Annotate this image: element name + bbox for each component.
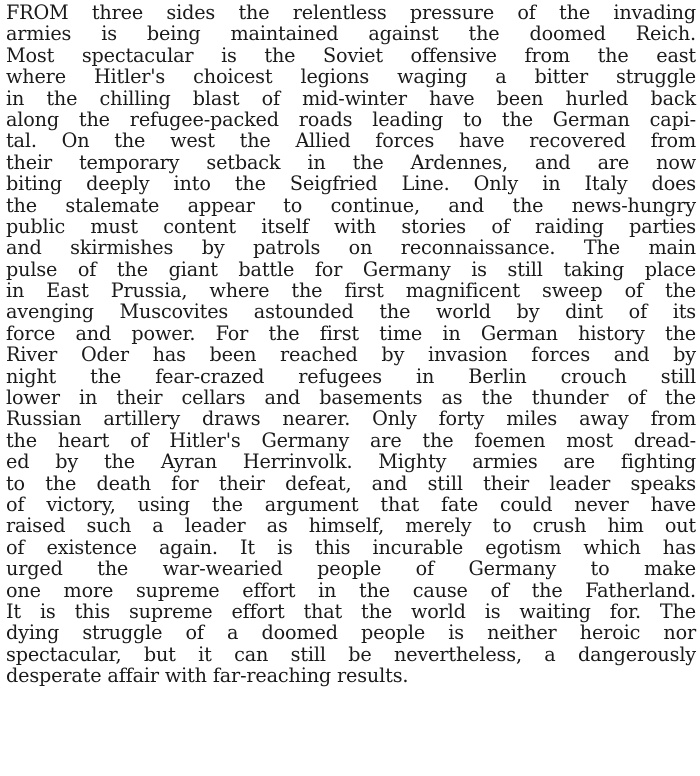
- article-line: along the refugee-packed roads leading to the German capi-: [6, 107, 696, 131]
- article-line: armies is being maintained against the doomed Reich.: [6, 22, 696, 46]
- article-line: urged the war-wearied people of Germany to make: [6, 557, 696, 581]
- article-line: lower in their cellars and basements as the thunder of the: [6, 386, 696, 410]
- article-line: raised such a leader as himself, merely to crush him out: [6, 514, 696, 538]
- article-line: public must content itself with stories of raiding parties: [6, 214, 696, 238]
- article-line: avenging Muscovites astounded the world by dint of its: [6, 300, 696, 324]
- article-line: ed by the Ayran Herrinvolk. Mighty armies are fighting: [6, 450, 696, 474]
- article-line: biting deeply into the Seigfried Line. Only in Italy does: [6, 172, 696, 196]
- article-line: night the fear-crazed refugees in Berlin crouch still: [6, 364, 696, 388]
- article-line: one more supreme effort in the cause of the Fatherland.: [6, 578, 696, 602]
- article-line: where Hitler's choicest legions waging a bitter struggle: [6, 65, 696, 89]
- article-line: pulse of the giant battle for Germany is still taking place: [6, 257, 696, 281]
- article-line: their temporary setback in the Ardennes, and are now: [6, 150, 696, 174]
- article-line: in East Prussia, where the first magnificent sweep of the: [6, 279, 696, 303]
- article-line: River Oder has been reached by invasion forces and by: [6, 343, 696, 367]
- article-line: tal. On the west the Allied forces have recovered from: [6, 129, 696, 153]
- article-line: dying struggle of a doomed people is neither heroic nor: [6, 621, 696, 645]
- article-line: Most spectacular is the Soviet offensive from the east: [6, 43, 696, 67]
- article-line: It is this supreme effort that the world is waiting for. The: [6, 599, 696, 623]
- article-line: desperate affair with far-reaching results.: [6, 664, 409, 688]
- article-line: Russian artillery draws nearer. Only forty miles away from: [6, 407, 696, 431]
- article-line: FROM three sides the relentless pressure of the invading: [6, 1, 696, 24]
- article-line: the stalemate appear to continue, and the news-hungry: [6, 193, 696, 217]
- article-line: to the death for their defeat, and still their leader speaks: [6, 471, 696, 495]
- article-body: [6, 2, 696, 687]
- article-line: of victory, using the argument that fate could never have: [6, 492, 696, 516]
- article-line: of existence again. It is this incurable egotism which has: [6, 535, 696, 559]
- article-line: spectacular, but it can still be nevertheless, a dangerously: [6, 642, 696, 666]
- article-line: the heart of Hitler's Germany are the foemen most dread-: [6, 428, 696, 452]
- article-line: and skirmishes by patrols on reconnaissance. The main: [6, 236, 696, 260]
- article-line: in the chilling blast of mid-winter have been hurled back: [6, 86, 696, 110]
- article-line: force and power. For the first time in German history the: [6, 321, 696, 345]
